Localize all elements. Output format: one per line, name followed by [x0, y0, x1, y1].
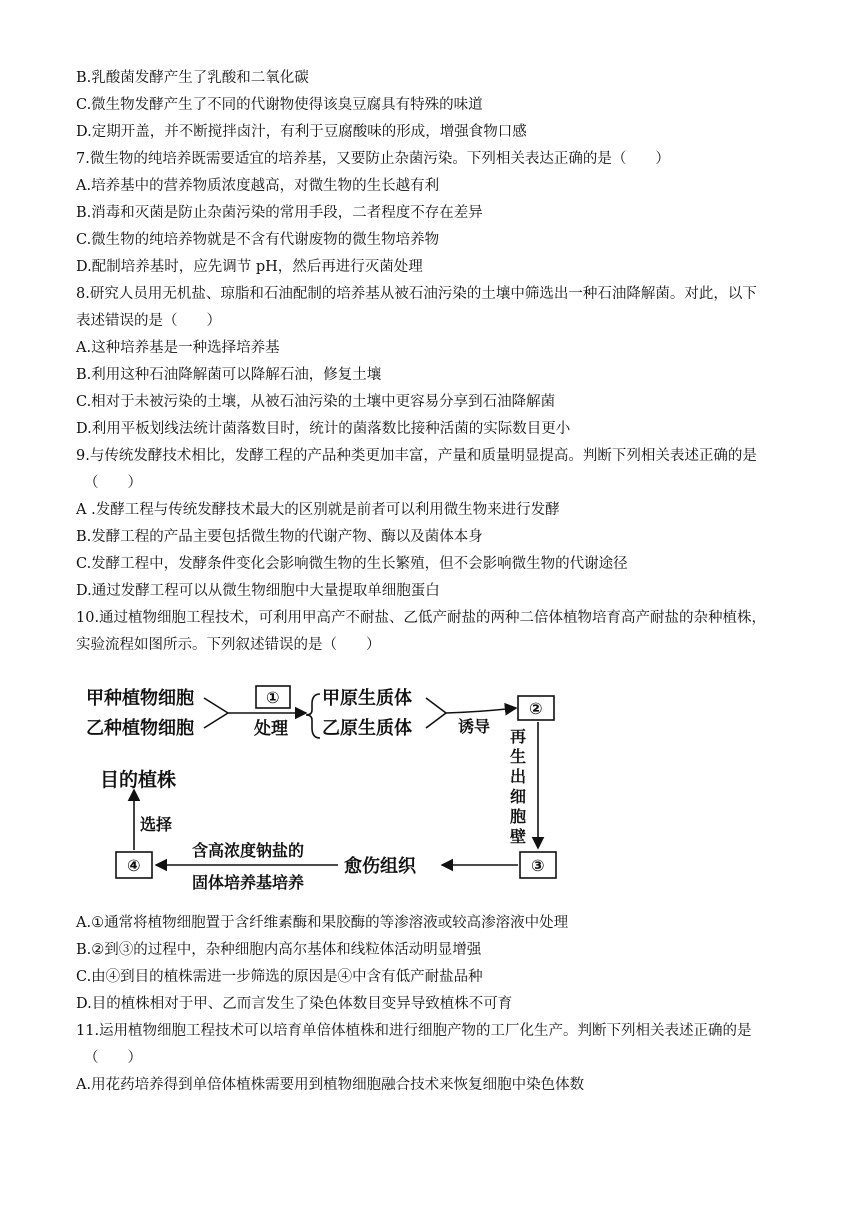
regen-char-5: 胞	[510, 807, 527, 826]
regen-char-1: 再	[510, 727, 527, 746]
select-label: 选择	[140, 815, 173, 834]
q9-option-b: B.发酵工程的产品主要包括微生物的代谢产物、酶以及菌体本身	[76, 529, 483, 545]
q7-option-c: C.微生物的纯培养物就是不含有代谢废物的微生物培养物	[76, 232, 440, 248]
q10-option-b: B.②到③的过程中，杂种细胞内高尔基体和线粒体活动明显增强	[76, 942, 482, 958]
cell-a-label: 甲种植物细胞	[86, 688, 194, 709]
regen-char-6: 壁	[510, 827, 527, 846]
q6-option-c: C.微生物发酵产生了不同的代谢物使得该臭豆腐具有特殊的味道	[76, 97, 483, 113]
flow-diagram	[80, 678, 580, 900]
q7-option-d: D.配制培养基时，应先调节 pH，然后再进行灭菌处理	[76, 259, 423, 275]
q7-option-a: A.培养基中的营养物质浓度越高，对微生物的生长越有利	[76, 178, 440, 194]
q9-option-d: D.通过发酵工程可以从微生物细胞中大量提取单细胞蛋白	[76, 583, 440, 599]
brace-shape	[306, 694, 320, 738]
q10-option-c: C.由④到目的植株需进一步筛选的原因是④中含有低产耐盐品种	[76, 969, 483, 985]
step-3-marker: ③	[531, 856, 545, 875]
target-plant-label: 目的植株	[100, 769, 177, 791]
q8-option-b: B.利用这种石油降解菌可以降解石油，修复土壤	[76, 367, 382, 383]
step-2-marker: ②	[529, 699, 543, 718]
regenerate-wall-label	[510, 727, 526, 846]
regen-char-4: 细	[510, 787, 527, 806]
q11-stem-line-1: 11.运用植物细胞工程技术可以培育单倍体植株和进行细胞产物的工厂化生产。判断下列相关表述正确的是	[76, 1023, 752, 1039]
regen-char-3: 出	[510, 767, 527, 786]
q9-stem-line-2: （ ）	[84, 475, 142, 491]
induce-label: 诱导	[458, 717, 491, 736]
q8-stem-line-2: 表述错误的是（ ）	[76, 313, 221, 329]
q8-option-a: A.这种培养基是一种选择培养基	[76, 340, 280, 356]
q11-option-a: A.用花药培养得到单倍体植株需要用到植物细胞融合技术来恢复细胞中染色体数	[76, 1077, 585, 1093]
cell-b-label: 乙种植物细胞	[86, 718, 194, 739]
step-1-caption: 处理	[254, 719, 288, 739]
protoplast-a-label: 甲原生质体	[322, 688, 412, 709]
regen-char-2: 生	[510, 747, 527, 766]
medium-label-line-2: 固体培养基培养	[192, 873, 305, 892]
q8-option-c: C.相对于未被污染的土壤，从被石油污染的土壤中更容易分享到石油降解菌	[76, 394, 556, 410]
q8-option-d: D.利用平板划线法统计菌落数目时，统计的菌落数比接种活菌的实际数目更小	[76, 421, 571, 437]
step-1-marker: ①	[266, 688, 280, 707]
q10-stem-line-2: 实验流程如图所示。下列叙述错误的是（ ）	[76, 637, 381, 653]
q7-option-b: B.消毒和灭菌是防止杂菌污染的常用手段，二者程度不存在差异	[76, 205, 483, 221]
medium-label-line-1: 含高浓度钠盐的	[192, 841, 305, 860]
q6-option-d: D.定期开盖，并不断搅拌卤汁，有利于豆腐酸味的形成，增强食物口感	[76, 124, 527, 140]
q6-option-b: B.乳酸菌发酵产生了乳酸和二氧化碳	[76, 70, 309, 86]
protoplast-b-label: 乙原生质体	[322, 718, 412, 739]
q9-option-a: A .发酵工程与传统发酵技术最大的区别就是前者可以利用微生物来进行发酵	[76, 502, 560, 518]
q11-stem-line-2: （ ）	[84, 1050, 142, 1066]
q10-option-a: A.①通常将植物细胞置于含纤维素酶和果胶酶的等渗溶液或较高渗溶液中处理	[76, 915, 569, 931]
q9-option-c: C.发酵工程中，发酵条件变化会影响微生物的生长繁殖，但不会影响微生物的代谢途径	[76, 556, 628, 572]
callus-label: 愈伤组织	[344, 856, 416, 877]
q10-option-d: D.目的植株相对于甲、乙而言发生了染色体数目变异导致植株不可育	[76, 996, 513, 1012]
q8-stem-line-1: 8.研究人员用无机盐、琼脂和石油配制的培养基从被石油污染的土壤中筛选出一种石油降解菌。对此，以下	[76, 286, 757, 302]
q7-stem: 7.微生物的纯培养既需要适宜的培养基，又要防止杂菌污染。下列相关表达正确的是（ ）	[76, 151, 670, 167]
q9-stem-line-1: 9.与传统发酵技术相比，发酵工程的产品种类更加丰富，产量和质量明显提高。判断下列相关表述正确的是	[76, 448, 757, 464]
q10-stem-line-1: 10.通过植物细胞工程技术，可利用甲高产不耐盐、乙低产耐盐的两种二倍体植物培育高产耐盐的杂种植株，	[76, 610, 767, 626]
step-4-marker: ④	[127, 856, 141, 875]
